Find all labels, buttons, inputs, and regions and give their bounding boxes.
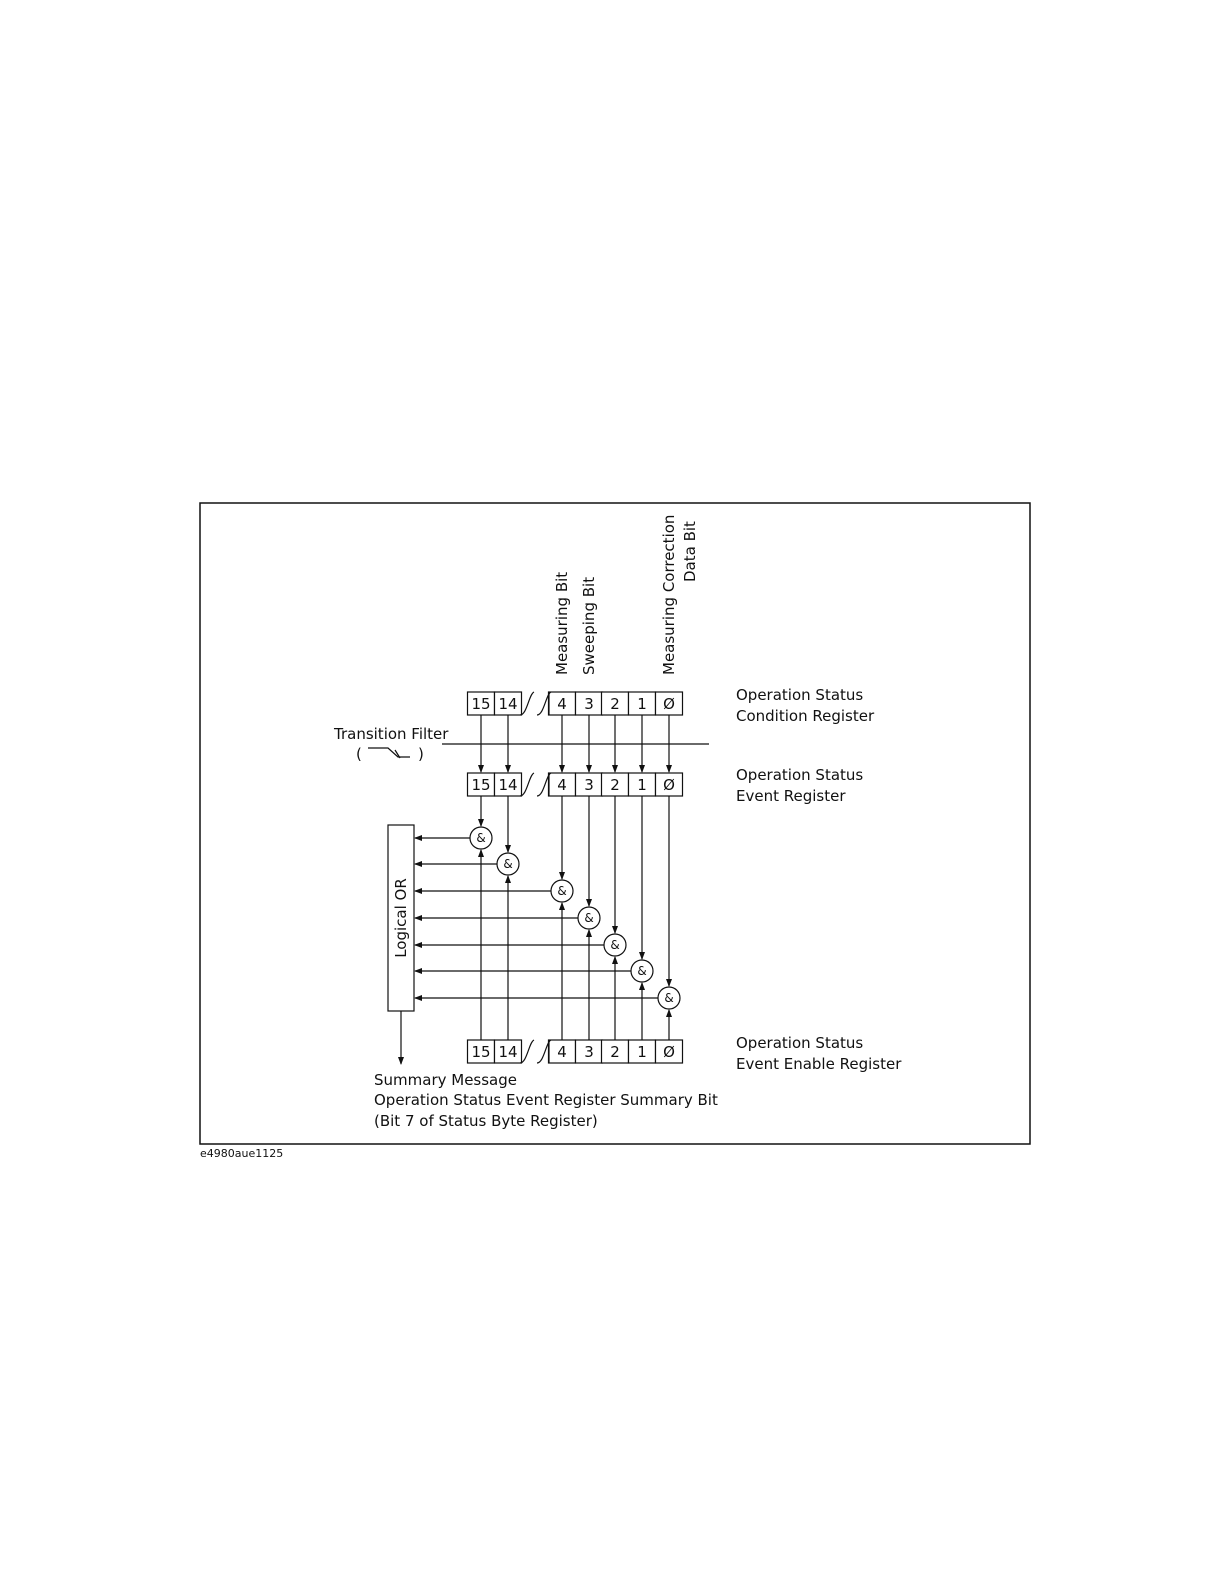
correction-bit-label-1: Measuring Correction (660, 514, 678, 675)
and-gate-symbol: & (637, 964, 647, 978)
bit-number: Ø (663, 695, 675, 713)
bit-number: 4 (557, 776, 567, 794)
bit-connections (415, 715, 669, 1040)
transition-filter-close-paren: ) (418, 745, 424, 763)
bit-number: 15 (471, 695, 491, 713)
bit-number: 4 (557, 695, 567, 713)
bit-number: 14 (498, 776, 518, 794)
correction-bit-label-2: Data Bit (681, 521, 699, 582)
bit-number: 3 (584, 695, 594, 713)
and-gate-symbol: & (664, 991, 674, 1005)
bit-number: Ø (663, 1043, 675, 1061)
bit-number: 3 (584, 1043, 594, 1061)
bit-number: 15 (471, 1043, 491, 1061)
bit-number: 2 (610, 695, 620, 713)
transition-filter-label: Transition Filter (334, 725, 449, 743)
condition-register-label-2: Condition Register (736, 707, 875, 725)
bit-number: 2 (610, 1043, 620, 1061)
event-register-label-1: Operation Status (736, 766, 864, 784)
summary-bit-label: Operation Status Event Register Summary Bit (374, 1091, 718, 1109)
figure-id: e4980aue1125 (200, 1147, 284, 1160)
transition-filter-open-paren: ( (356, 745, 362, 763)
bit-number: 14 (498, 695, 518, 713)
condition-register (468, 692, 683, 715)
event-register (468, 773, 683, 796)
status-byte-note: (Bit 7 of Status Byte Register) (374, 1112, 598, 1130)
bit-number: 1 (637, 1043, 647, 1061)
summary-message-label: Summary Message (374, 1071, 517, 1089)
bit-number: 14 (498, 1043, 518, 1061)
sweeping-bit-label: Sweeping Bit (580, 576, 598, 675)
bit-number: 4 (557, 1043, 567, 1061)
bit-number: Ø (663, 776, 675, 794)
and-gate-symbol: & (610, 938, 620, 952)
and-gate-symbol: & (476, 831, 486, 845)
measuring-bit-label: Measuring Bit (553, 571, 571, 675)
condition-register-label-1: Operation Status (736, 686, 864, 704)
bit-number: 1 (637, 776, 647, 794)
and-gate-symbol: & (557, 884, 567, 898)
logical-or-label: Logical OR (392, 878, 410, 958)
and-gate-symbol: & (584, 911, 594, 925)
and-gate-symbol: & (503, 857, 513, 871)
bit-number: 2 (610, 776, 620, 794)
event-register-label-2: Event Register (736, 787, 846, 805)
enable-register-label-2: Event Enable Register (736, 1055, 902, 1073)
bit-number: 1 (637, 695, 647, 713)
enable-register (468, 1040, 683, 1063)
falling-edge-icon (368, 748, 410, 757)
bit-number: 3 (584, 776, 594, 794)
bit-number: 15 (471, 776, 491, 794)
enable-register-label-1: Operation Status (736, 1034, 864, 1052)
